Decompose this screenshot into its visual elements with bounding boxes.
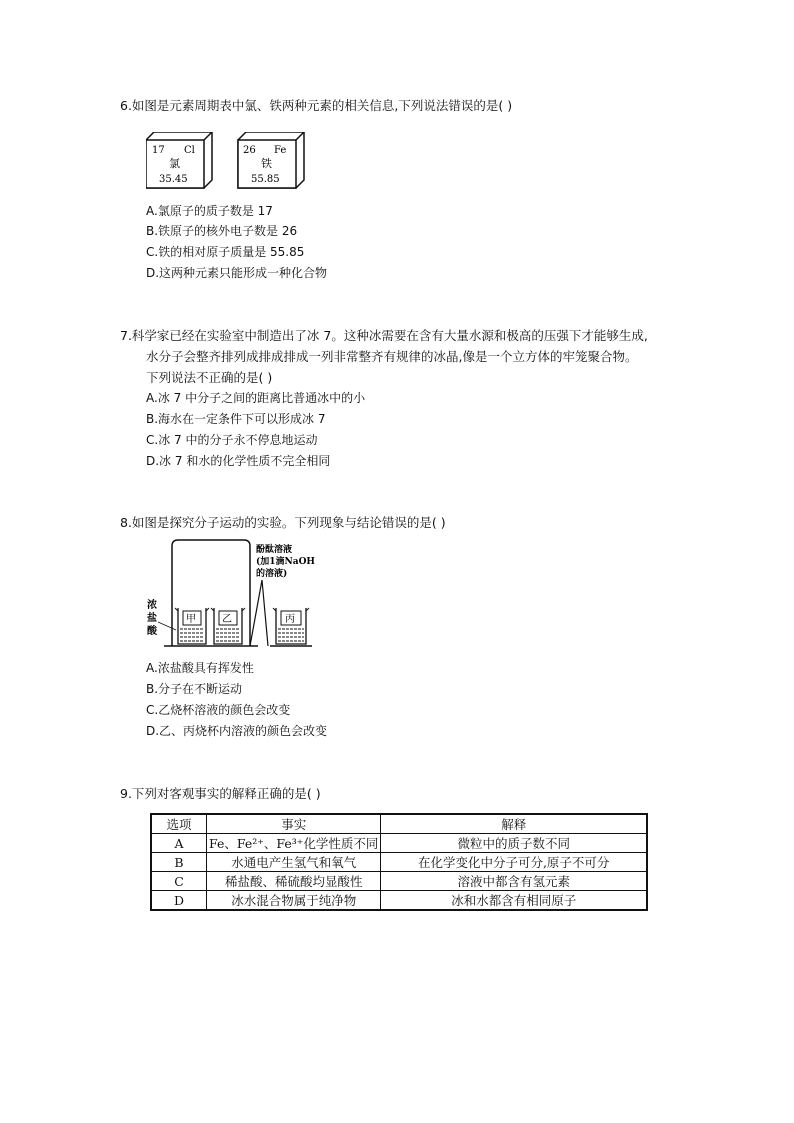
beaker-c (273, 608, 309, 644)
q7-stem-line2: 水分子会整齐排列成排成排成一列非常整齐有规律的冰晶,像是一个立方体的牢笼聚合物。 (146, 349, 638, 364)
phenol-note-1: 酚酞溶液 (256, 545, 293, 555)
hcl-label-2: 盐 (147, 613, 157, 624)
q9-stem: 9.下列对客观事实的解释正确的是( ) (120, 786, 321, 801)
row-d-explanation: 冰和水都含有相同原子 (381, 891, 647, 911)
q6-option-b: B.铁原子的核外电子数是 26 (146, 224, 298, 238)
row-c-option: C (151, 872, 207, 891)
large-beaker (172, 540, 250, 646)
q6-element-cards (146, 132, 326, 194)
beaker-b (211, 608, 245, 644)
fe-symbol: Fe (274, 145, 287, 156)
beaker-b-label: 乙 (222, 614, 232, 625)
cl-name: 氯 (169, 157, 180, 170)
row-c-fact: 稀盐酸、稀硫酸均显酸性 (207, 872, 381, 891)
row-d-fact: 冰水混合物属于纯净物 (207, 891, 381, 911)
q7-option-d: D.冰 7 和水的化学性质不完全相同 (146, 454, 331, 468)
fe-name: 铁 (261, 157, 272, 170)
chlorine-card (146, 132, 212, 188)
row-b-fact: 水通电产生氢气和氧气 (207, 853, 381, 872)
q7-option-a: A.冰 7 中分子之间的距离比普通冰中的小 (146, 391, 366, 405)
cl-mass: 35.45 (159, 174, 188, 185)
hcl-label-1: 浓 (147, 600, 157, 611)
header-option: 选项 (151, 814, 207, 834)
table-row (151, 834, 647, 853)
row-d-option: D (151, 891, 207, 911)
q8-experiment-figure (146, 538, 346, 652)
row-a-explanation: 微粒中的质子数不同 (381, 834, 647, 853)
fe-mass: 55.85 (251, 174, 280, 185)
row-c-explanation: 溶液中都含有氢元素 (381, 872, 647, 891)
fe-number: 26 (243, 145, 256, 156)
cl-symbol: Cl (184, 145, 195, 156)
header-fact: 事实 (207, 814, 381, 834)
table-row (151, 872, 647, 891)
q8-option-c: C.乙烧杯溶液的颜色会改变 (146, 703, 291, 717)
beaker-a (175, 608, 209, 644)
q6-option-d: D.这两种元素只能形成一种化合物 (146, 266, 328, 280)
row-b-explanation: 在化学变化中分子可分,原子不可分 (381, 853, 647, 872)
q9-table (150, 813, 648, 911)
q8-option-a: A.浓盐酸具有挥发性 (146, 661, 254, 675)
q6-option-c: C.铁的相对原子质量是 55.85 (146, 245, 305, 259)
phenol-note-3: 的溶液) (256, 569, 288, 579)
table-header-row (151, 814, 647, 834)
table-row (151, 853, 647, 872)
phenol-note-2: (加1滴NaOH (256, 557, 315, 567)
row-b-option: B (151, 853, 207, 872)
hcl-label-3: 酸 (147, 626, 157, 637)
table-row (151, 891, 647, 911)
q7-option-c: C.冰 7 中的分子永不停息地运动 (146, 433, 318, 447)
q7-option-b: B.海水在一定条件下可以形成冰 7 (146, 412, 326, 426)
q7-stem-line1: 7.科学家已经在实验室中制造出了冰 7。这种冰需要在含有大量水源和极高的压强下才能够生成, (120, 328, 648, 343)
cl-number: 17 (152, 145, 165, 156)
q7-stem-line3: 下列说法不正确的是( ) (146, 370, 273, 385)
row-a-option: A (151, 834, 207, 853)
q6-option-a: A.氯原子的质子数是 17 (146, 204, 273, 218)
iron-card (238, 132, 304, 188)
q8-option-d: D.乙、丙烧杯内溶液的颜色会改变 (146, 724, 328, 738)
q8-stem: 8.如图是探究分子运动的实验。下列现象与结论错误的是( ) (120, 515, 446, 530)
row-a-fact: Fe、Fe²⁺、Fe³⁺化学性质不同 (207, 834, 381, 853)
beaker-c-label: 丙 (285, 614, 295, 625)
q8-option-b: B.分子在不断运动 (146, 682, 243, 696)
header-explanation: 解释 (381, 814, 647, 834)
q6-stem: 6.如图是元素周期表中氯、铁两种元素的相关信息,下列说法错误的是( ) (120, 98, 513, 113)
beaker-a-label: 甲 (186, 614, 196, 625)
